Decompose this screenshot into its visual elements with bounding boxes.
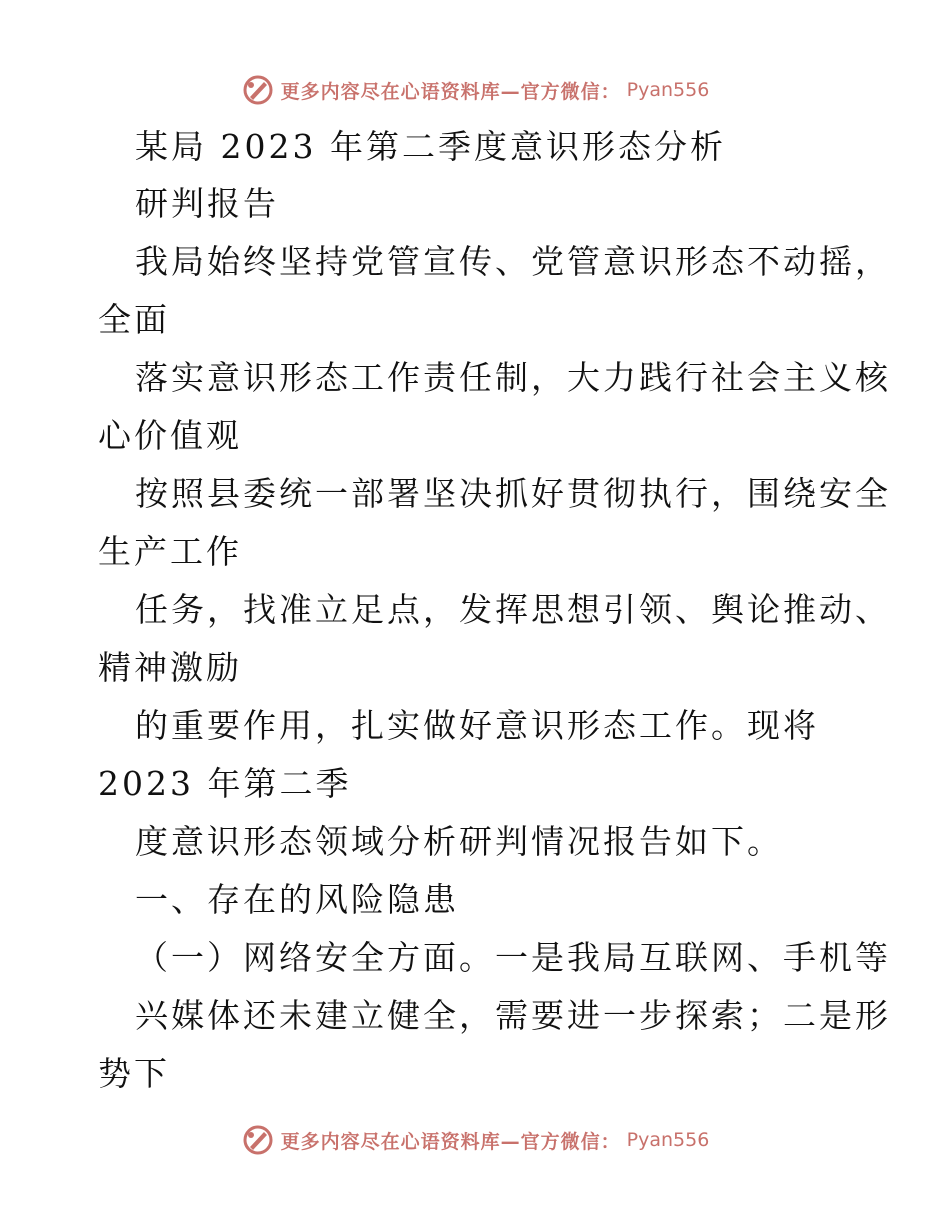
paragraph-line: 精神激励 <box>98 648 242 687</box>
paragraph-line: 兴媒体还未建立健全，需要进一步探索；二是形 <box>135 996 891 1035</box>
paragraph-line: 落实意识形态工作责任制，大力践行社会主义核 <box>135 358 891 397</box>
paragraph-line: 度意识形态领域分析研判情况报告如下。 <box>135 822 783 861</box>
section-heading: 一、存在的风险隐患 <box>135 880 459 919</box>
paragraph-line: 心价值观 <box>98 416 242 455</box>
watermark-account: Pyan556 <box>626 79 710 101</box>
paragraph-line: 我局始终坚持党管宣传、党管意识形态不动摇， <box>135 242 891 281</box>
watermark-footer <box>0 1120 950 1160</box>
paragraph-line: 势下 <box>98 1054 170 1093</box>
paragraph-line: 2023 年第二季 <box>98 764 352 803</box>
paragraph-line: 生产工作 <box>98 532 242 571</box>
paragraph-line: 全面 <box>98 300 170 339</box>
document-title-cont: 研判报告 <box>135 184 279 223</box>
watermark-text: 更多内容尽在心语资料库—官方微信： <box>280 80 621 103</box>
paragraph-line: 按照县委统一部署坚决抓好贯彻执行，围绕安全 <box>135 474 891 513</box>
subsection-line: （一）网络安全方面。一是我局互联网、手机等 <box>135 938 891 977</box>
document-title: 某局 2023 年第二季度意识形态分析 <box>135 127 726 166</box>
paragraph-line: 任务，找准立足点，发挥思想引领、舆论推动、 <box>135 590 891 629</box>
brand-logo-icon <box>241 1123 275 1157</box>
watermark-account: Pyan556 <box>626 1129 710 1151</box>
watermark-text: 更多内容尽在心语资料库—官方微信： <box>280 1130 621 1153</box>
paragraph-line: 的重要作用，扎实做好意识形态工作。现将 <box>135 706 819 745</box>
